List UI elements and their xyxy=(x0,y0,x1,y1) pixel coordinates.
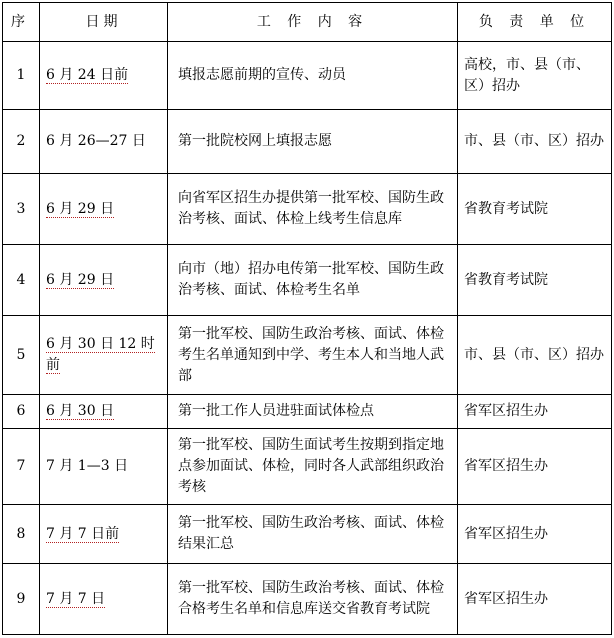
row-content: 第一批军校、国防生面试考生按期到指定地点参加面试、体检，同时各人武部组织政治考核 xyxy=(168,429,458,505)
row-unit: 省军区招生办 xyxy=(458,564,612,635)
row-seq: 1 xyxy=(3,42,40,110)
table-row xyxy=(3,429,612,505)
date-text: 7 月 1—3 日 xyxy=(46,458,129,474)
row-content: 第一批工作人员进驻面试体检点 xyxy=(168,395,458,429)
date-text: 6 月 29 日 xyxy=(46,200,115,217)
row-seq: 5 xyxy=(3,316,40,395)
row-content: 向市（地）招办电传第一批军校、国防生政治考核、面试、体检考生名单 xyxy=(168,245,458,316)
date-text: 6 月 29 日 xyxy=(46,271,115,288)
row-date xyxy=(40,564,168,635)
row-date xyxy=(40,316,168,395)
row-unit: 省军区招生办 xyxy=(458,395,612,429)
table-row xyxy=(3,245,612,316)
row-seq: 9 xyxy=(3,564,40,635)
row-content: 填报志愿前期的宣传、动员 xyxy=(168,42,458,110)
row-content: 第一批军校、国防生政治考核、面试、体检考生名单通知到中学、考生本人和当地人武部 xyxy=(168,316,458,395)
row-unit: 省教育考试院 xyxy=(458,174,612,245)
row-date xyxy=(40,245,168,316)
date-text: 6 月 26—27 日 xyxy=(46,133,146,149)
row-unit: 省教育考试院 xyxy=(458,245,612,316)
row-seq: 6 xyxy=(3,395,40,429)
row-date xyxy=(40,395,168,429)
table-row xyxy=(3,395,612,429)
row-content: 第一批军校、国防生政治考核、面试、体检合格考生名单和信息库送交省教育考试院 xyxy=(168,564,458,635)
table-row xyxy=(3,564,612,635)
schedule-table xyxy=(2,2,612,635)
row-date xyxy=(40,174,168,245)
date-text: 6 月 30 日 12 时前 xyxy=(46,336,155,373)
row-content: 第一批军校、国防生政治考核、面试、体检结果汇总 xyxy=(168,505,458,564)
header-seq: 序 xyxy=(3,3,40,42)
date-text: 6 月 30 日 xyxy=(46,403,115,419)
row-date xyxy=(40,429,168,505)
row-seq: 2 xyxy=(3,110,40,174)
table-row xyxy=(3,316,612,395)
row-unit: 省军区招生办 xyxy=(458,505,612,564)
table-row xyxy=(3,174,612,245)
date-text: 7 月 7 日前 xyxy=(46,525,120,542)
row-seq: 3 xyxy=(3,174,40,245)
header-unit: 负 责 单 位 xyxy=(458,3,612,42)
row-unit: 市、县（市、区）招办 xyxy=(458,316,612,395)
row-unit: 市、县（市、区）招办 xyxy=(458,110,612,174)
date-text: 6 月 24 日前 xyxy=(46,67,129,83)
header-content: 工 作 内 容 xyxy=(168,3,458,42)
date-text: 7 月 7 日 xyxy=(46,590,106,607)
header-date: 日期 xyxy=(40,3,168,42)
row-seq: 8 xyxy=(3,505,40,564)
table-row xyxy=(3,42,612,110)
table-row xyxy=(3,110,612,174)
table-row xyxy=(3,505,612,564)
row-content: 向省军区招生办提供第一批军校、国防生政治考核、面试、体检上线考生信息库 xyxy=(168,174,458,245)
row-seq: 4 xyxy=(3,245,40,316)
row-date xyxy=(40,110,168,174)
row-seq: 7 xyxy=(3,429,40,505)
header-row xyxy=(3,3,612,42)
row-date xyxy=(40,505,168,564)
row-date xyxy=(40,42,168,110)
row-unit: 高校，市、县（市、区）招办 xyxy=(458,42,612,110)
row-content: 第一批院校网上填报志愿 xyxy=(168,110,458,174)
row-unit: 省军区招生办 xyxy=(458,429,612,505)
